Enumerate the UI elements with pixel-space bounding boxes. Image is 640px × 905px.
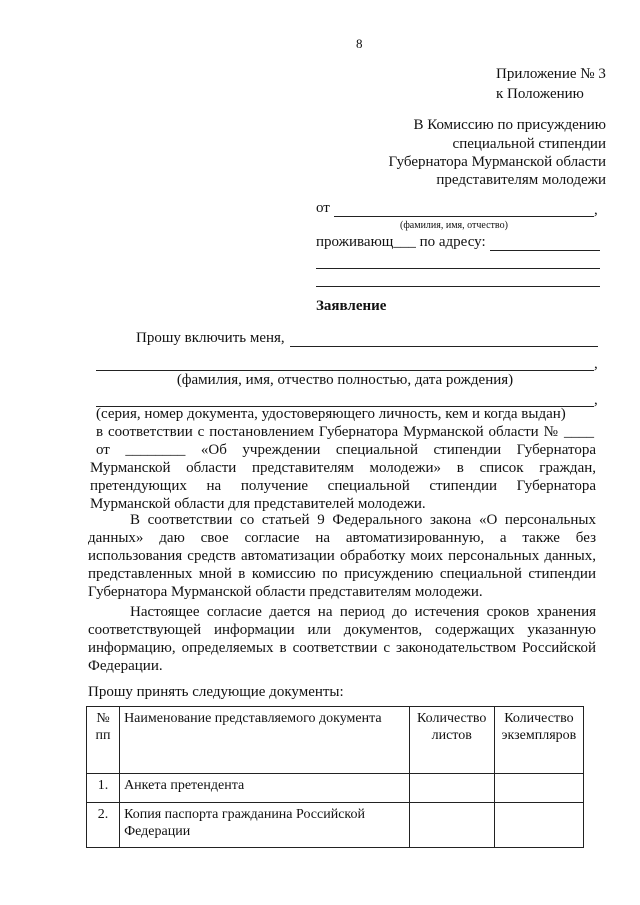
- request-comma-1: ,: [594, 356, 598, 372]
- header-name: Наименование представляемого документа: [120, 707, 410, 774]
- period-line-2: соответствующей информации или документов, содержащих указанную: [88, 622, 596, 638]
- period-line-4: Федерации.: [88, 658, 163, 674]
- row-2-sheets[interactable]: [409, 803, 494, 848]
- appendix-reference: к Положению: [496, 86, 584, 102]
- period-line-3: информацию, определяемых в соответствии с законодательством Российской: [88, 640, 596, 656]
- table-row: [87, 803, 584, 848]
- residence-label: проживающ___ по адресу:: [316, 234, 486, 250]
- addressee-line-4: представителям молодежи: [436, 172, 606, 188]
- sender-fio-line[interactable]: [334, 216, 594, 217]
- table-row: [87, 774, 584, 803]
- consent-line-3: использования средств автоматизации обработку моих персональных данных,: [88, 548, 596, 564]
- page-number: 8: [356, 36, 363, 51]
- addressee-line-3: Губернатора Мурманской области: [388, 154, 606, 170]
- row-2-copies[interactable]: [494, 803, 583, 848]
- row-1-name: Анкета претендента: [120, 774, 410, 803]
- document-title: Заявление: [316, 298, 387, 314]
- request-line-2[interactable]: [96, 370, 594, 371]
- decree-line-4: претендующих на получение специальной стипендии Губернатора: [90, 478, 596, 494]
- address-line-2[interactable]: [316, 268, 600, 269]
- request-start: Прошу включить меня,: [136, 330, 285, 346]
- addressee-line-2: специальной стипендии: [452, 136, 606, 152]
- decree-line-2: от ________ «Об учреждении специальной стипендии Губернатора: [96, 442, 596, 458]
- sender-fio-hint: (фамилия, имя, отчество): [400, 220, 508, 231]
- consent-line-4: представленных мной в комиссию по присуждению специальной стипендии: [88, 566, 596, 582]
- consent-line-1: В соответствии со статьей 9 Федерального закона «О персональных: [130, 512, 596, 528]
- header-num: № пп: [87, 707, 120, 774]
- sender-comma: ,: [594, 202, 598, 218]
- table-header-row: [87, 707, 584, 774]
- row-1-sheets[interactable]: [409, 774, 494, 803]
- row-2-name: Копия паспорта гражданина Российской Федерации: [120, 803, 410, 848]
- decree-line-5: Мурманской области для представителей молодежи.: [90, 496, 426, 512]
- decree-line-1: в соответствии с постановлением Губернатора Мурманской области № ____: [96, 424, 594, 440]
- request-line-1[interactable]: [290, 346, 598, 347]
- row-1-copies[interactable]: [494, 774, 583, 803]
- consent-line-2: данных» даю свое согласие на автоматизированную, а также без: [88, 530, 596, 546]
- addressee-line-1: В Комиссию по присуждению: [413, 117, 606, 133]
- documents-table: [86, 706, 584, 848]
- row-1-num: 1.: [87, 774, 120, 803]
- consent-line-5: Губернатора Мурманской области представителям молодежи.: [88, 584, 483, 600]
- fio-dob-hint: (фамилия, имя, отчество полностью, дата рождения): [176, 372, 514, 388]
- address-line-1[interactable]: [490, 250, 600, 251]
- docs-intro: Прошу принять следующие документы:: [88, 684, 344, 700]
- id-document-hint: (серия, номер документа, удостоверяющего личность, кем и когда выдан): [96, 406, 566, 422]
- header-copies: Количество экземпляров: [494, 707, 583, 774]
- decree-line-3: Мурманской области представителям молодежи» в список граждан,: [90, 460, 596, 476]
- from-label: от: [316, 200, 330, 216]
- header-sheets: Количество листов: [409, 707, 494, 774]
- request-comma-2: ,: [594, 392, 598, 408]
- appendix-number: Приложение № 3: [496, 66, 606, 82]
- row-2-num: 2.: [87, 803, 120, 848]
- period-line-1: Настоящее согласие дается на период до истечения сроков хранения: [130, 604, 596, 620]
- address-line-3[interactable]: [316, 286, 600, 287]
